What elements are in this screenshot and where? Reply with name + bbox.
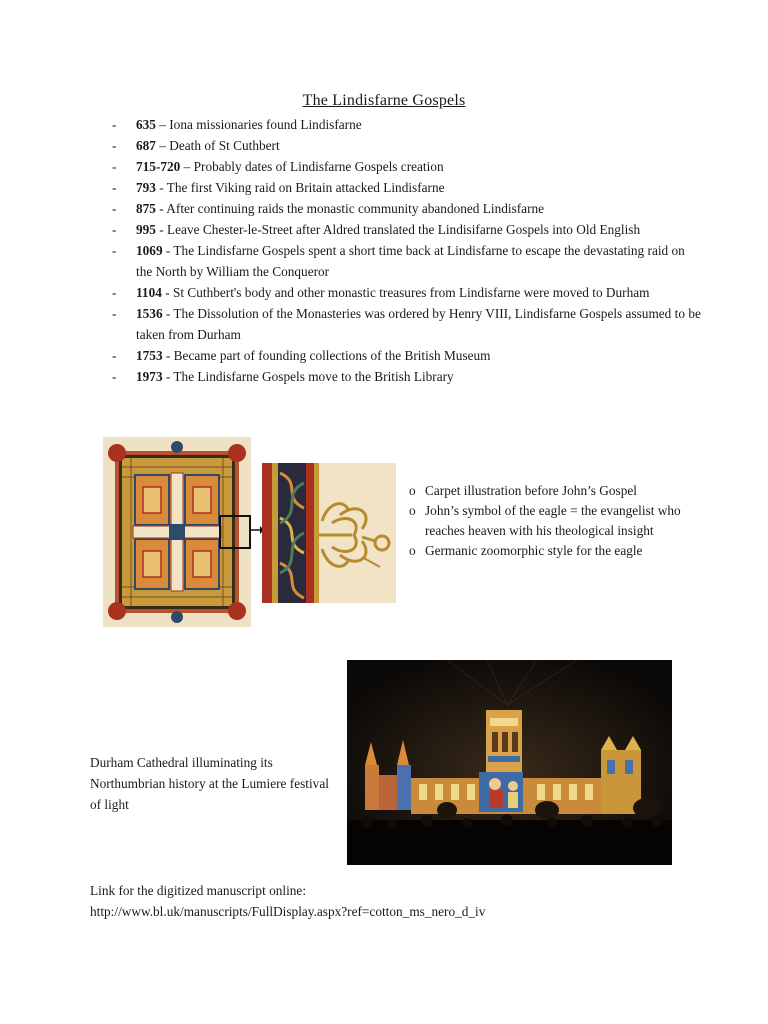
timeline-text: - After continuing raids the monastic community abandoned Lindisfarne	[155, 201, 545, 216]
note-text: Carpet illustration before John’s Gospel	[425, 483, 637, 498]
timeline-text: - Leave Chester-le-Street after Aldred translated the Lindisifarne Gospels into Old English	[155, 222, 641, 237]
timeline-text: - The Lindisfarne Gospels move to the British Library	[162, 369, 454, 384]
bullet-dash: -	[112, 201, 117, 216]
timeline-text: - St Cuthbert's body and other monastic treasures from Lindisfarne were moved to Durham	[161, 285, 650, 300]
timeline-text: – Death of St Cuthbert	[155, 138, 280, 153]
eagle-detail-image	[262, 463, 396, 603]
timeline-item	[104, 177, 704, 198]
timeline-item	[104, 114, 704, 135]
photo-caption: Durham Cathedral illuminating its Northumbrian history at the Lumiere festival of light	[90, 755, 329, 812]
carpet-page-image	[103, 437, 251, 627]
bullet-dash: -	[112, 180, 117, 195]
note-item	[407, 501, 697, 541]
note-marker: o	[409, 543, 416, 558]
bullet-dash: -	[112, 348, 117, 363]
note-item	[407, 541, 697, 561]
bullet-dash: -	[112, 159, 117, 174]
timeline-year: 715-720	[136, 159, 181, 174]
timeline-year: 1753	[136, 348, 163, 363]
timeline-year: 793	[136, 180, 156, 195]
timeline-text: - The Dissolution of the Monasteries was ordered by Henry VIII, Lindisfarne Gospels assumed to be taken from Durham	[136, 306, 701, 342]
note-item	[407, 481, 697, 501]
timeline-item	[104, 240, 704, 282]
bullet-dash: -	[112, 222, 117, 237]
timeline-year: 1536	[136, 306, 163, 321]
document-title: The Lindisfarne Gospels	[302, 92, 466, 109]
note-marker: o	[409, 483, 416, 498]
bullet-dash: -	[112, 117, 117, 132]
timeline-year: 1104	[136, 285, 162, 300]
timeline-item	[104, 219, 704, 240]
manuscript-url-link[interactable]: http://www.bl.uk/manuscripts/FullDisplay.aspx?ref=cotton_ms_nero_d_iv	[90, 904, 486, 919]
timeline-item	[104, 303, 704, 345]
bullet-dash: -	[112, 243, 117, 258]
bullet-dash: -	[112, 369, 117, 384]
timeline-item	[104, 156, 704, 177]
durham-cathedral-photo	[347, 660, 672, 865]
timeline-item	[104, 282, 704, 303]
timeline-item	[104, 366, 704, 387]
timeline-item	[104, 345, 704, 366]
link-label: Link for the digitized manuscript online:	[90, 883, 307, 898]
manuscript-link-block	[90, 880, 710, 922]
bullet-dash: -	[112, 306, 117, 321]
timeline-text: – Iona missionaries found Lindisfarne	[155, 117, 362, 132]
timeline-year: 995	[136, 222, 156, 237]
timeline-text: - The first Viking raid on Britain attacked Lindisfarne	[155, 180, 445, 195]
timeline-text: - The Lindisfarne Gospels spent a short time back at Lindisfarne to escape the devastating raid on the North by William the Conqueror	[136, 243, 685, 279]
notes-list	[407, 481, 697, 561]
timeline-year: 1069	[136, 243, 163, 258]
timeline-text: - Became part of founding collections of the British Museum	[162, 348, 491, 363]
note-text: John’s symbol of the eagle = the evangelist who reaches heaven with his theological insight	[425, 503, 681, 538]
timeline-year: 875	[136, 201, 156, 216]
bullet-dash: -	[112, 285, 117, 300]
timeline-item	[104, 198, 704, 219]
timeline-item	[104, 135, 704, 156]
note-marker: o	[409, 503, 416, 518]
timeline-list	[104, 114, 704, 387]
timeline-text: – Probably dates of Lindisfarne Gospels creation	[180, 159, 444, 174]
note-text: Germanic zoomorphic style for the eagle	[425, 543, 643, 558]
bullet-dash: -	[112, 138, 117, 153]
timeline-year: 687	[136, 138, 156, 153]
timeline-year: 1973	[136, 369, 163, 384]
timeline-year: 635	[136, 117, 156, 132]
